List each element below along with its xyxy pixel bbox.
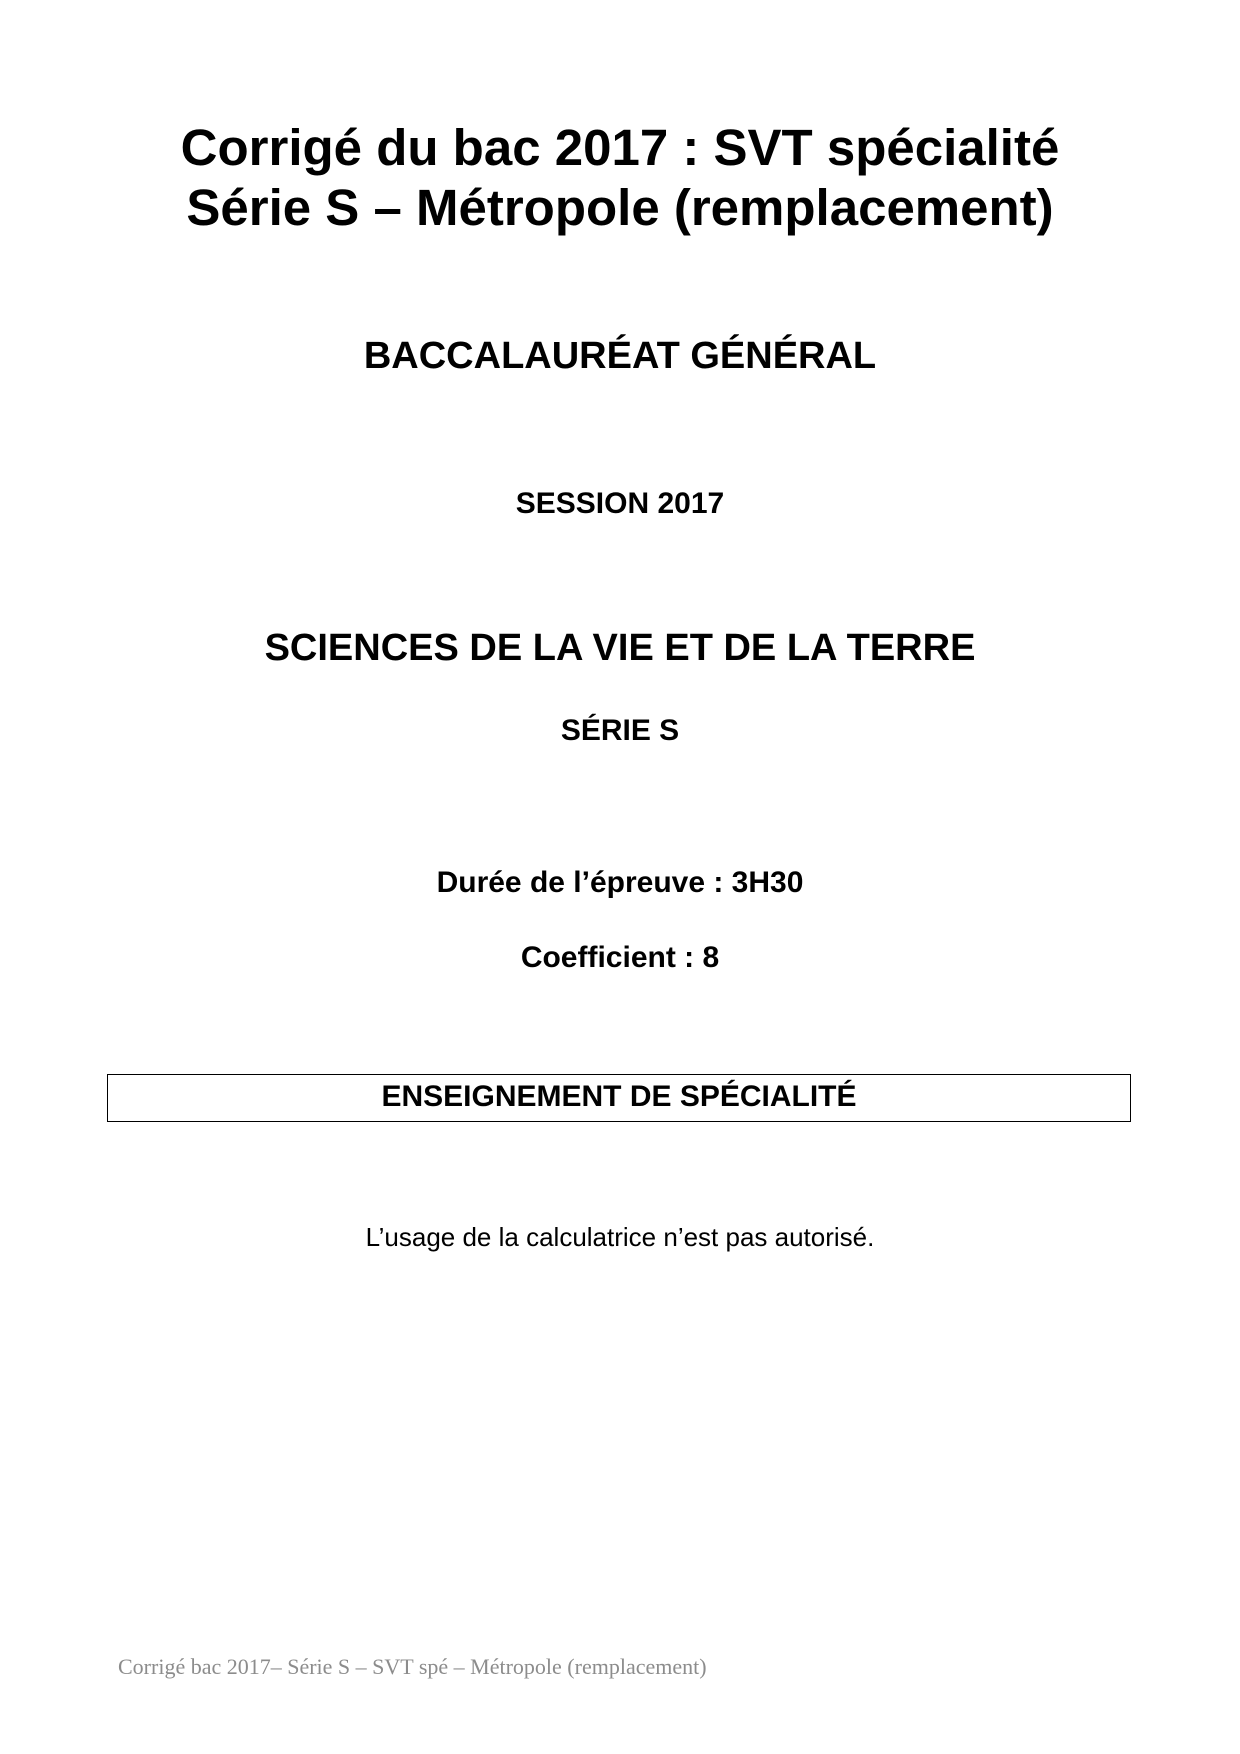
- exam-duration: Durée de l’épreuve : 3H30: [436, 866, 804, 899]
- title-line-2: Série S – Métropole (remplacement): [186, 179, 1054, 236]
- calculator-note: L’usage de la calculatrice n’est pas autorisé.: [365, 1222, 875, 1252]
- exam-type-heading: BACCALAURÉAT GÉNÉRAL: [363, 335, 877, 377]
- document-title: [0, 118, 1240, 238]
- subject-heading: SCIENCES DE LA VIE ET DE LA TERRE: [264, 627, 976, 669]
- specialty-box: ENSEIGNEMENT DE SPÉCIALITÉ: [107, 1074, 1131, 1122]
- exam-coefficient: Coefficient : 8: [520, 941, 720, 974]
- page-footer: Corrigé bac 2017– Série S – SVT spé – Métropole (remplacement): [118, 1654, 707, 1679]
- series-heading: SÉRIE S: [560, 714, 680, 747]
- title-line-1: Corrigé du bac 2017 : SVT spécialité: [180, 119, 1060, 176]
- session-heading: SESSION 2017: [515, 487, 725, 520]
